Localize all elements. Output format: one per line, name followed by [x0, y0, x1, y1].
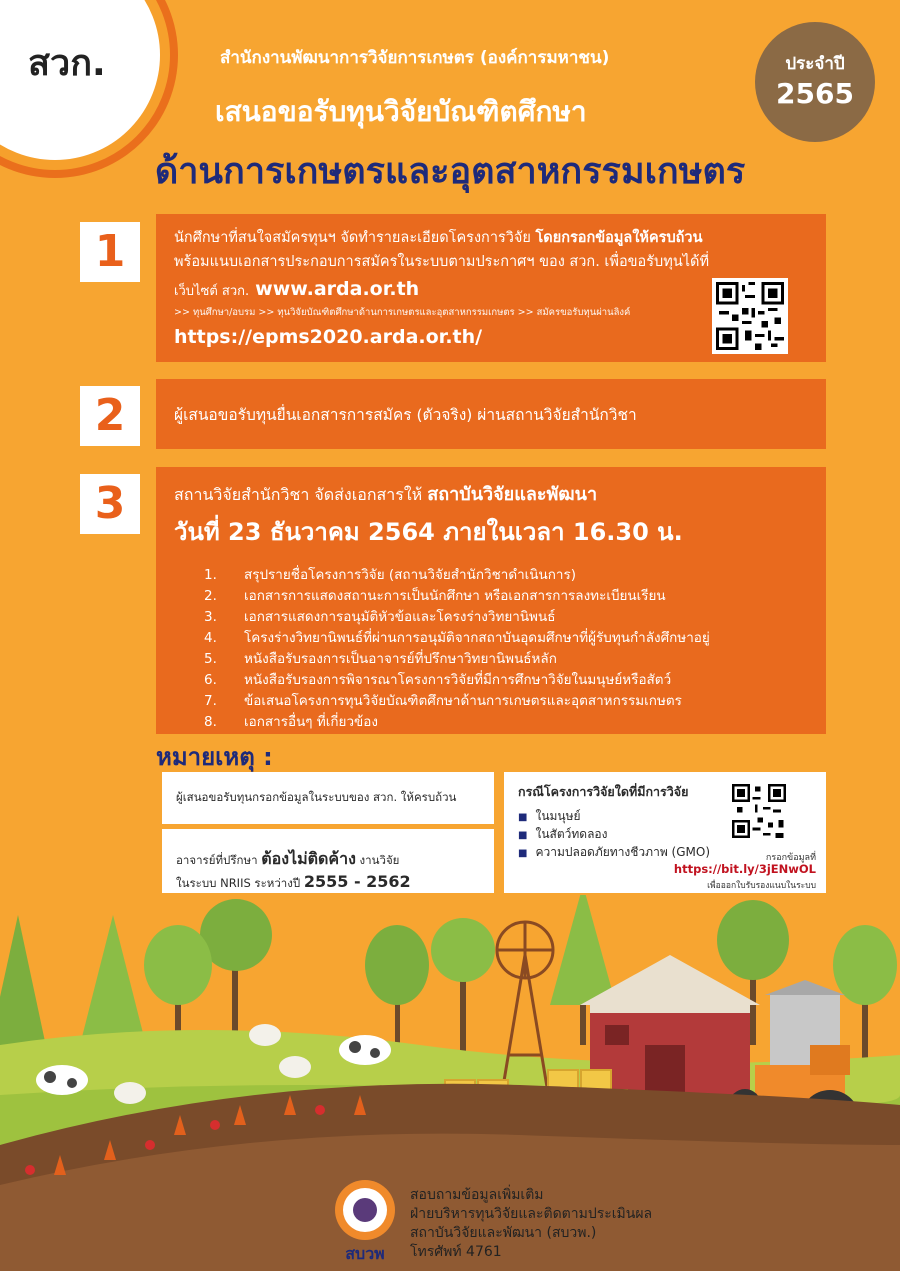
note-3-short-url[interactable]: https://bit.ly/3jENwOL — [673, 862, 816, 876]
notes-title: หมายเหตุ : — [156, 743, 273, 771]
contact-line1: สอบถามข้อมูลเพิ่มเติม — [410, 1187, 544, 1203]
list-item-text: ข้อเสนอโครงการทุนวิจัยบัณฑิตศึกษาด้านการเกษตรและอุตสาหกรรมเกษตร — [244, 693, 682, 709]
contact-info — [410, 1186, 652, 1262]
note-1 — [156, 772, 494, 824]
year-label: ประจำปี — [785, 54, 845, 74]
list-item-text: โครงร่างวิทยานิพนธ์ที่ผ่านการอนุมัติจากสถาบันอุดมศึกษาที่ผู้รับทุนกำลังศึกษาอยู่ — [244, 630, 710, 646]
list-item — [204, 712, 808, 733]
list-item-text: สรุปรายชื่อโครงการวิจัย (สถานวิจัยสำนักวิชาดำเนินการ) — [244, 567, 577, 583]
list-item — [204, 586, 808, 607]
step-3-number: 3 — [80, 474, 140, 534]
list-item-number: 4. — [204, 630, 217, 646]
step-2-text: ผู้เสนอขอรับทุนยื่นเอกสารการสมัคร (ตัวจริง) ผ่านสถานวิจัยสำนักวิชา — [174, 405, 637, 424]
site-path-note: >> ทุนศึกษา/อบรม >> ทุนวิจัยบัณฑิตศึกษาด้านการเกษตรและอุตสาหกรรมเกษตร >> สมัครขอรับทุนผ่านลิงค์ — [174, 307, 631, 318]
list-item: ■ ในมนุษย์ — [518, 808, 812, 826]
step-1-line2: พร้อมแนบเอกสารประกอบการสมัครในระบบตามประกาศฯ ของ สวก. เพื่อขอรับทุนได้ที่ — [174, 254, 709, 270]
note-2-pre: อาจารย์ที่ปรึกษา — [176, 853, 262, 867]
site-label: เว็บไซต์ สวก. — [174, 284, 250, 299]
list-item — [204, 649, 808, 670]
list-item-text: หนังสือรับรองการพิจารณาโครงการวิจัยที่มีการศึกษาวิจัยในมนุษย์หรือสัตว์ — [244, 672, 672, 688]
step-3-box — [156, 467, 826, 734]
step-1-line1-text: นักศึกษาที่สนใจสมัครทุนฯ จัดทำรายละเอียดโครงการวิจัย — [174, 230, 536, 246]
page-subtitle: ด้านการเกษตรและอุตสาหกรรมเกษตร — [154, 151, 746, 192]
institute-logo-text: สบวพ — [345, 1244, 385, 1263]
deadline: วันที่ 23 ธันวาคม 2564 ภายในเวลา 16.30 น. — [174, 518, 683, 546]
note-2-line2-text: ในระบบ NRIIS ระหว่างปี — [176, 876, 304, 890]
list-item-number: 3. — [204, 609, 217, 625]
step-3-intro — [174, 479, 808, 508]
note-1-text: ผู้เสนอขอรับทุนกรอกข้อมูลในระบบของ สวก. ให้ครบถ้วน — [176, 790, 457, 804]
list-item — [204, 565, 808, 586]
contact-line2: ฝ่ายบริหารทุนวิจัยและติดตามประเมินผล — [410, 1206, 653, 1222]
step-3-intro-bold: สถาบันวิจัยและพัฒนา — [427, 484, 598, 505]
list-item — [204, 628, 808, 649]
list-item: ■ ความปลอดภัยทางชีวภาพ (GMO) — [518, 844, 812, 862]
year-value: 2565 — [776, 77, 854, 110]
institute-logo — [330, 1175, 400, 1265]
note-3 — [504, 772, 826, 893]
contact-line4: โทรศัพท์ 4761 — [410, 1244, 502, 1260]
list-item — [204, 607, 808, 628]
list-item-text: เอกสารอื่นๆ ที่เกี่ยวข้อง — [244, 714, 378, 730]
list-item-text: หนังสือรับรองการเป็นอาจารย์ที่ปรึกษาวิทยานิพนธ์หลัก — [244, 651, 557, 667]
org-name: สำนักงานพัฒนาการวิจัยการเกษตร (องค์การมหาชน) — [220, 48, 610, 68]
epms-link[interactable]: https://epms2020.arda.or.th/ — [174, 326, 483, 348]
list-item-text: เอกสารการแสดงสถานะการเป็นนักศึกษา หรือเอกสารการลงทะเบียนเรียน — [244, 588, 666, 604]
note-2-line1 — [176, 847, 480, 872]
note-2-post: งานวิจัย — [355, 853, 400, 867]
step-2-number: 2 — [80, 386, 140, 446]
note-3-title: กรณีโครงการวิจัยใดที่มีการวิจัย — [518, 784, 689, 799]
contact-line3: สถาบันวิจัยและพัฒนา (สบวพ.) — [410, 1225, 597, 1241]
step-3-intro-text: สถานวิจัยสำนักวิชา จัดส่งเอกสารให้ — [174, 485, 428, 504]
list-item-number: 2. — [204, 588, 217, 604]
note-3-tiny: เพื่อออกใบรับรองแนบในระบบ — [707, 881, 816, 891]
note-3-fill-label: กรอกข้อมูลที่ — [765, 853, 816, 863]
step-2-box — [156, 379, 826, 449]
step-1-number: 1 — [80, 222, 140, 282]
page-title: เสนอขอรับทุนวิจัยบัณฑิตศึกษา — [215, 95, 587, 128]
list-item: ■ ในสัตว์ทดลอง — [518, 826, 812, 844]
year-badge — [755, 22, 875, 142]
list-item-number: 5. — [204, 651, 217, 667]
document-list — [204, 565, 808, 733]
qr-code-icon — [732, 784, 786, 838]
list-item-text: เอกสารแสดงการอนุมัติหัวข้อและโครงร่างวิทยานิพนธ์ — [244, 609, 556, 625]
list-item-number: 8. — [204, 714, 217, 730]
list-item-number: 6. — [204, 672, 217, 688]
list-item — [204, 670, 808, 691]
site-url-link[interactable]: www.arda.or.th — [255, 278, 420, 300]
brand-short: สวก. — [28, 43, 106, 84]
note-2-line2 — [176, 872, 480, 893]
qr-code-icon — [712, 278, 788, 354]
list-item-number: 1. — [204, 567, 217, 583]
step-1-line1 — [174, 226, 808, 250]
step-1-line1-bold: โดยกรอกข้อมูลให้ครบถ้วน — [535, 230, 703, 246]
note-2-years: 2555 - 2562 — [303, 872, 411, 891]
note-2 — [156, 829, 494, 893]
list-item — [204, 691, 808, 712]
step-1-box — [156, 214, 826, 362]
list-item-number: 7. — [204, 693, 217, 709]
note-2-bold: ต้องไม่ติดค้าง — [261, 849, 356, 868]
